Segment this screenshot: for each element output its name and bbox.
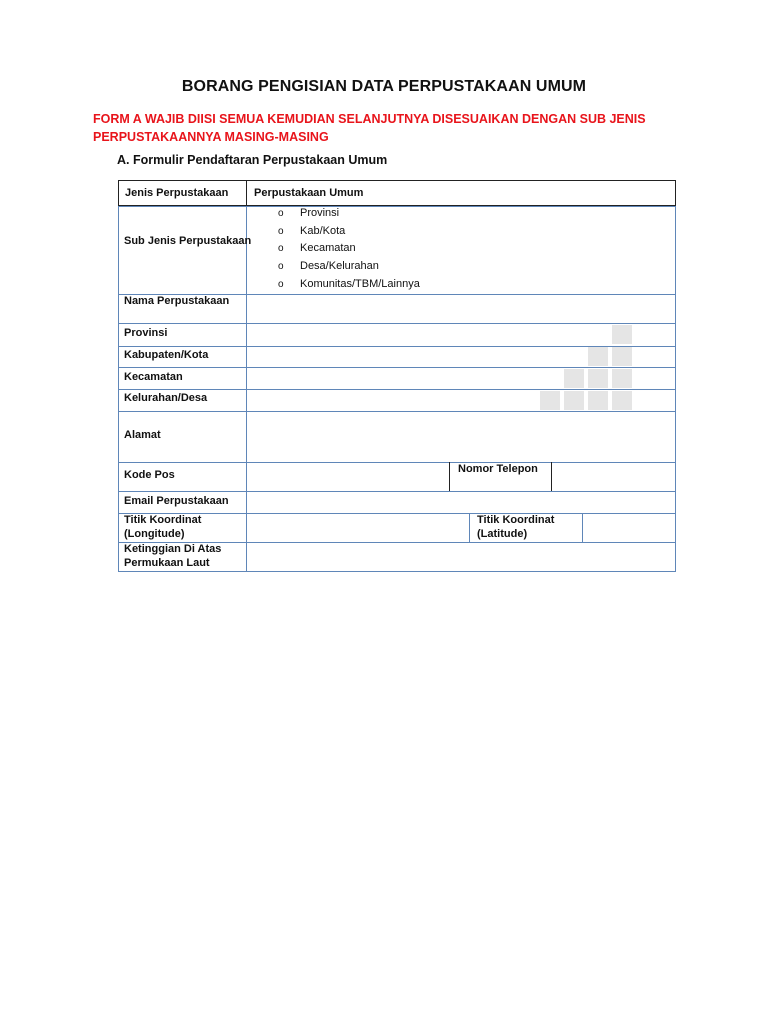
option-komunitas[interactable]: o Komunitas/TBM/Lainnya (278, 277, 420, 290)
kabupaten-code-box[interactable] (612, 347, 632, 366)
alamat-label: Alamat (124, 429, 161, 441)
nama-input[interactable] (248, 296, 674, 322)
kabupaten-code-box[interactable] (588, 347, 608, 366)
latitude-label: Titik Koordinat (Latitude) (477, 514, 555, 540)
jenis-value: Perpustakaan Umum (254, 187, 364, 199)
nomor-telepon-input[interactable] (552, 463, 674, 491)
provinsi-code-box[interactable] (612, 325, 632, 344)
nama-label: Nama Perpustakaan (124, 295, 230, 307)
kelurahan-label: Kelurahan/Desa (124, 392, 208, 404)
kelurahan-code-box[interactable] (540, 391, 560, 410)
kelurahan-code-box[interactable] (612, 391, 632, 410)
kabupaten-label: Kabupaten/Kota (124, 349, 209, 361)
kode-pos-label: Kode Pos (124, 469, 175, 481)
option-kab-kota[interactable]: o Kab/Kota (278, 224, 346, 237)
alamat-input[interactable] (248, 412, 674, 461)
kecamatan-code-box[interactable] (612, 369, 632, 388)
kode-pos-input[interactable] (248, 463, 448, 491)
kecamatan-code-box[interactable] (564, 369, 584, 388)
provinsi-input[interactable] (248, 324, 608, 345)
longitude-input[interactable] (248, 514, 468, 541)
email-input[interactable] (248, 492, 674, 512)
sub-jenis-label: Sub Jenis Perpustakaan (124, 235, 252, 247)
section-letter: A. (117, 153, 130, 167)
document-title: BORANG PENGISIAN DATA PERPUSTAKAAN UMUM (181, 78, 587, 95)
ketinggian-label: Ketinggian Di Atas Permukaan Laut (124, 543, 222, 569)
longitude-label: Titik Koordinat (Longitude) (124, 514, 202, 540)
option-desa-kelurahan[interactable]: o Desa/Kelurahan (278, 260, 379, 273)
section-title: Formulir Pendaftaran Perpustakaan Umum (133, 153, 388, 167)
required-notice: FORM A WAJIB DIISI SEMUA KEMUDIAN SELANJUTNYA DISESUAIKAN DENGAN SUB JENIS PERPUSTAKAANNYA MASING-MASING (93, 112, 646, 144)
ketinggian-input[interactable] (248, 543, 674, 571)
kecamatan-label: Kecamatan (124, 371, 183, 383)
section-heading (117, 153, 387, 167)
kecamatan-input[interactable] (248, 368, 558, 389)
email-label: Email Perpustakaan (124, 495, 229, 507)
option-kecamatan[interactable]: o Kecamatan (278, 242, 356, 255)
kecamatan-code-box[interactable] (588, 369, 608, 388)
kelurahan-input[interactable] (248, 390, 538, 411)
option-provinsi[interactable]: o Provinsi (278, 207, 340, 219)
kelurahan-code-box[interactable] (588, 391, 608, 410)
latitude-input[interactable] (583, 514, 674, 541)
jenis-label: Jenis Perpustakaan (125, 187, 229, 199)
kelurahan-code-box[interactable] (564, 391, 584, 410)
provinsi-label: Provinsi (124, 327, 168, 339)
row-jenis (118, 180, 676, 206)
kabupaten-input[interactable] (248, 347, 578, 368)
nomor-telepon-label: Nomor Telepon (458, 463, 538, 475)
sub-jenis-options (278, 205, 420, 293)
